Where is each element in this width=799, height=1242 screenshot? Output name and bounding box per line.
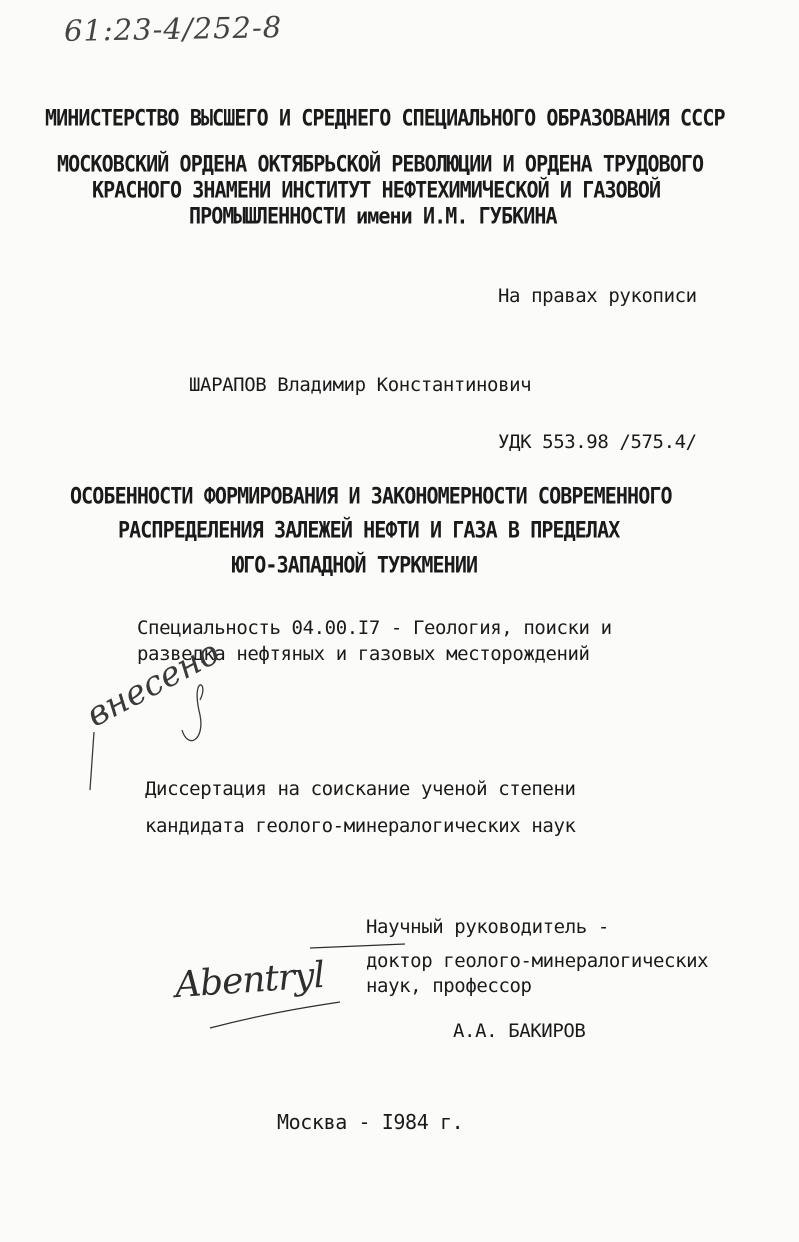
specialty-line-1: Специальность 04.00.I7 - Геология, поиски и bbox=[137, 617, 612, 639]
archive-mark: 61:23-4/252-8 bbox=[63, 10, 283, 48]
udk-code: УДК 553.98 /575.4/ bbox=[498, 431, 697, 453]
institute-line-3: ПРОМЫШЛЕННОСТИ имени И.М. ГУБКИНА bbox=[189, 202, 557, 229]
dissertation-line-2: кандидата геолого-минералогических наук bbox=[145, 815, 576, 837]
handwritten-note: внесено bbox=[80, 632, 227, 736]
author-name: ШАРАПОВ Владимир Константинович bbox=[189, 374, 532, 396]
supervisor-degree-line-1: доктор геолого-минералогических bbox=[366, 950, 709, 972]
institute-line-2: КРАСНОГО ЗНАМЕНИ ИНСТИТУТ НЕФТЕХИМИЧЕСКОЙ И ГАЗОВОЙ bbox=[92, 176, 661, 203]
title-line-2: РАСПРЕДЕЛЕНИЯ ЗАЛЕЖЕЙ НЕФТИ И ГАЗА В ПРЕДЕЛАХ bbox=[118, 516, 620, 543]
ministry-header: МИНИСТЕРСТВО ВЫСШЕГО И СРЕДНЕГО СПЕЦИАЛЬНОГО ОБРАЗОВАНИЯ СССР bbox=[45, 104, 725, 131]
dissertation-line-1: Диссертация на соискание ученой степени bbox=[145, 778, 576, 800]
institute-line-1: МОСКОВСКИЙ ОРДЕНА ОКТЯБРЬСКОЙ РЕВОЛЮЦИИ И ОРДЕНА ТРУДОВОГО bbox=[57, 150, 704, 177]
supervisor-label: Научный руководитель - bbox=[366, 916, 609, 938]
supervisor-name: А.А. БАКИРОВ bbox=[453, 1020, 586, 1042]
signature-flourish bbox=[170, 940, 350, 1035]
title-line-3: ЮГО-ЗАПАДНОЙ ТУРКМЕНИИ bbox=[232, 551, 478, 578]
supervisor-degree-line-2: наук, профессор bbox=[366, 975, 532, 997]
specialty-line-2: разведка нефтяных и газовых месторождений bbox=[137, 643, 590, 665]
signature: Abentryl bbox=[173, 954, 326, 1007]
title-line-1: ОСОБЕННОСТИ ФОРМИРОВАНИЯ И ЗАКОНОМЕРНОСТИ СОВРЕМЕННОГО bbox=[70, 482, 672, 509]
manuscript-rights: На правах рукописи bbox=[498, 285, 697, 307]
footer-place-year: Москва - I984 г. bbox=[277, 1110, 464, 1134]
